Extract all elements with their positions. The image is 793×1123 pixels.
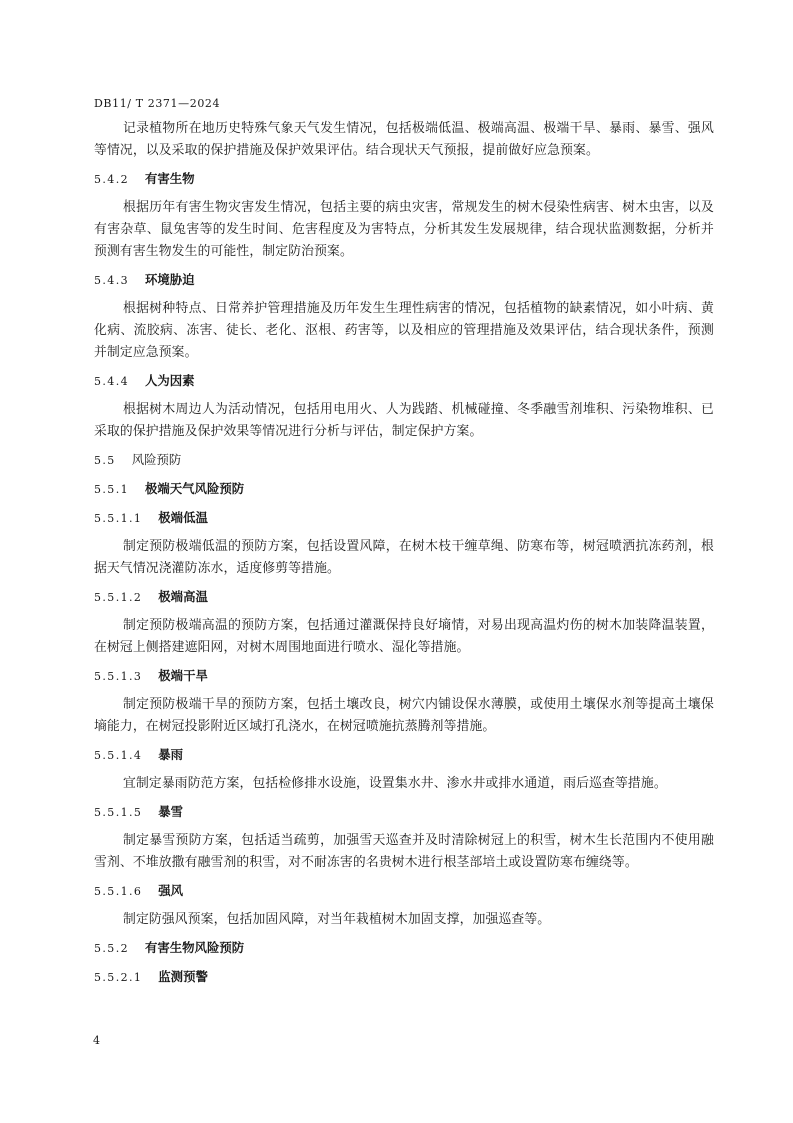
section-title: 极端高温 — [158, 589, 208, 604]
section-heading — [94, 801, 714, 824]
section-number: 5.5.1.5 — [94, 806, 143, 819]
section-number: 5.5.1.6 — [94, 885, 143, 898]
section-heading — [94, 168, 714, 191]
section-title: 人为因素 — [145, 373, 195, 388]
section-heading — [94, 449, 714, 472]
page-number: 4 — [93, 1034, 100, 1047]
body-paragraph: 根据树种特点、日常养护管理措施及历年发生生理性病害的情况，包括植物的缺素情况，如小叶病、黄化病、流胶病、冻害、徒长、老化、沤根、药害等，以及相应的管理措施及效果评估，结合现状条件，预测并制定应急预案。 — [94, 301, 714, 360]
section-heading — [94, 370, 714, 393]
section-heading — [94, 665, 714, 688]
section-number: 5.5.1.2 — [94, 591, 143, 604]
section-title: 风险预防 — [131, 452, 182, 467]
section-title: 监测预警 — [158, 969, 208, 984]
body-paragraph: 制定预防极端低温的预防方案，包括设置风障，在树木枝干缠草绳、防寒布等，树冠喷洒抗冻药剂，根据天气情况浇灌防冻水，适度修剪等措施。 — [94, 539, 714, 576]
body-paragraph: 制定预防极端高温的预防方案，包括通过灌溉保持良好墒情，对易出现高温灼伤的树木加装降温装置，在树冠上侧搭建遮阳网，对树木周围地面进行喷水、湿化等措施。 — [94, 618, 714, 655]
section-heading — [94, 586, 714, 609]
section-number: 5.5.1 — [94, 483, 129, 496]
body-paragraph: 根据历年有害生物灾害发生情况，包括主要的病虫灾害，常规发生的树木侵染性病害、树木虫害，以及有害杂草、鼠兔害等的发生时间、危害程度及为害特点，分析其发生发展规律，结合现状监测数据，分析并预测有害生物发生的可能性，制定防治预案。 — [94, 200, 714, 259]
section-heading — [94, 966, 714, 989]
section-heading — [94, 478, 714, 501]
body-paragraph: 制定防强风预案，包括加固风障，对当年栽植树木加固支撑，加强巡查等。 — [123, 912, 551, 927]
section-number: 5.5.2 — [94, 942, 129, 955]
section-number: 5.5.1.1 — [94, 512, 143, 525]
section-title: 有害生物 — [145, 171, 195, 186]
section-title: 强风 — [158, 883, 184, 898]
section-title: 环境胁迫 — [145, 272, 195, 287]
section-heading — [94, 269, 714, 292]
section-heading — [94, 744, 714, 767]
section-number: 5.4.2 — [94, 173, 129, 186]
section-number: 5.5 — [94, 454, 116, 467]
standard-code: DB11/ T 2371—2024 — [94, 97, 221, 110]
section-title: 极端干旱 — [158, 668, 208, 683]
section-number: 5.5.1.3 — [94, 670, 143, 683]
section-number: 5.5.2.1 — [94, 971, 143, 984]
body-paragraph: 制定预防极端干旱的预防方案，包括土壤改良，树穴内铺设保水薄膜，或使用土壤保水剂等提高土壤保墒能力，在树冠投影附近区域打孔浇水，在树冠喷施抗蒸腾剂等措施。 — [94, 697, 714, 734]
body-paragraph: 根据树木周边人为活动情况，包括用电用火、人为践踏、机械碰撞、冬季融雪剂堆积、污染物堆积、已采取的保护措施及保护效果等情况进行分析与评估，制定保护方案。 — [94, 402, 714, 439]
section-number: 5.4.3 — [94, 274, 129, 287]
section-title: 有害生物风险预防 — [145, 940, 245, 955]
section-heading — [94, 880, 714, 903]
section-number: 5.5.1.4 — [94, 749, 143, 762]
section-title: 暴雨 — [158, 747, 184, 762]
section-title: 极端天气风险预防 — [145, 481, 245, 496]
document-body — [94, 118, 714, 995]
section-title: 极端低温 — [158, 510, 208, 525]
body-paragraph: 宜制定暴雨防范方案，包括检修排水设施，设置集水井、渗水井或排水通道，雨后巡查等措施。 — [123, 776, 667, 791]
section-title: 暴雪 — [158, 804, 184, 819]
section-heading — [94, 937, 714, 960]
body-paragraph: 制定暴雪预防方案，包括适当疏剪，加强雪天巡查并及时清除树冠上的积雪，树木生长范围内不使用融雪剂、不堆放撒有融雪剂的积雪，对不耐冻害的名贵树木进行根茎部培土或设置防寒布缠绕等。 — [94, 833, 714, 870]
body-paragraph: 记录植物所在地历史特殊气象天气发生情况，包括极端低温、极端高温、极端干旱、暴雨、暴雪、强风等情况，以及采取的保护措施及保护效果评估。结合现状天气预报，提前做好应急预案。 — [94, 121, 714, 158]
section-number: 5.4.4 — [94, 375, 129, 388]
section-heading — [94, 507, 714, 530]
